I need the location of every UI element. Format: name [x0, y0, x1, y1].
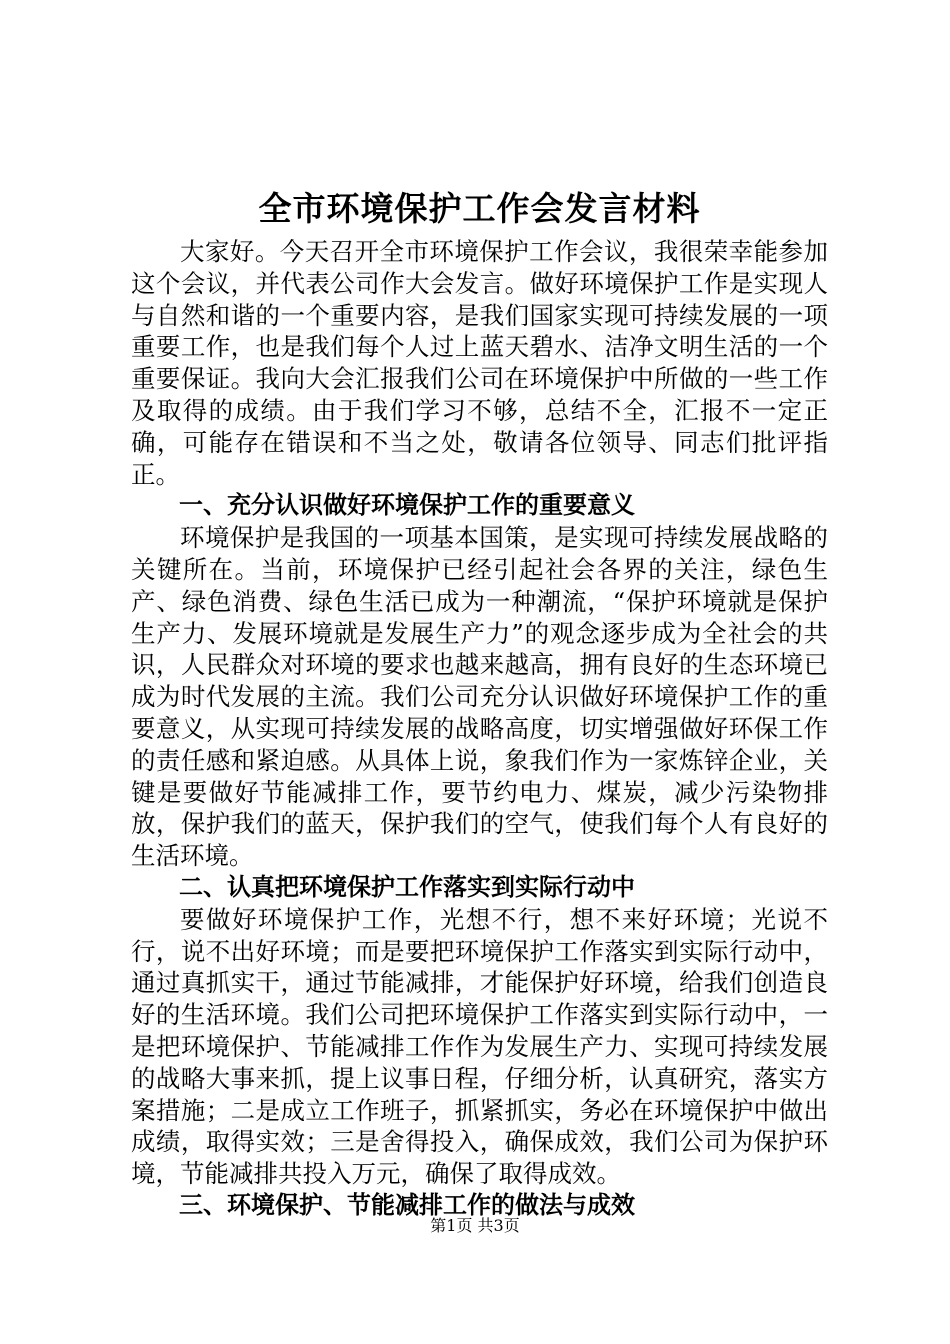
section-heading-2: 二、认真把环境保护工作落实到实际行动中	[179, 872, 635, 901]
section-heading-3: 三、环境保护、节能减排工作的做法与成效	[179, 1190, 635, 1219]
document-body	[131, 186, 828, 1222]
intro-paragraph: 大家好。今天召开全市环境保护工作会议，我很荣幸能参加这个会议，并代表公司作大会发言。做好环境保护工作是实现人与自然和谐的一个重要内容，是我们国家实现可持续发展的一项重要工作，也是我们每个人过上蓝天碧水、洁净文明生活的一个重要保证。我向大会汇报我们公司在环境保护中所做的一些工作及取得的成绩。由于我们学习不够，总结不全，汇报不一定正确，可能存在错误和不当之处，敬请各位领导、同志们批评指正。	[131, 237, 828, 489]
section-body-1: 环境保护是我国的一项基本国策，是实现可持续发展战略的关键所在。当前，环境保护已经引起社会各界的关注，绿色生产、绿色消费、绿色生活已成为一种潮流，“保护环境就是保护生产力、发展环境就是发展生产力”的观念逐步成为全社会的共识，人民群众对环境的要求也越来越高，拥有良好的生态环境已成为时代发展的主流。我们公司充分认识做好环境保护工作的重要意义，从实现可持续发展的战略高度，切实增强做好环保工作的责任感和紧迫感。从具体上说，象我们作为一家炼锌企业，关键是要做好节能减排工作，要节约电力、煤炭，减少污染物排放，保护我们的蓝天，保护我们的空气，使我们每个人有良好的生活环境。	[131, 523, 828, 871]
page-footer: 第1页 共3页	[430, 1216, 520, 1235]
document-title: 全市环境保护工作会发言材料	[258, 189, 701, 228]
section-heading-1: 一、充分认识做好环境保护工作的重要意义	[179, 491, 635, 520]
section-body-2: 要做好环境保护工作，光想不行，想不来好环境；光说不行，说不出好环境；而是要把环境保护工作落实到实际行动中，通过真抓实干，通过节能减排，才能保护好环境，给我们创造良好的生活环境。我们公司把环境保护工作落实到实际行动中，一是把环境保护、节能减排工作作为发展生产力、实现可持续发展的战略大事来抓，提上议事日程，仔细分析，认真研究，落实方案措施；二是成立工作班子，抓紧抓实，务必在环境保护中做出成绩，取得实效；三是舍得投入，确保成效，我们公司为保护环境，节能减排共投入万元，确保了取得成效。	[131, 904, 828, 1189]
